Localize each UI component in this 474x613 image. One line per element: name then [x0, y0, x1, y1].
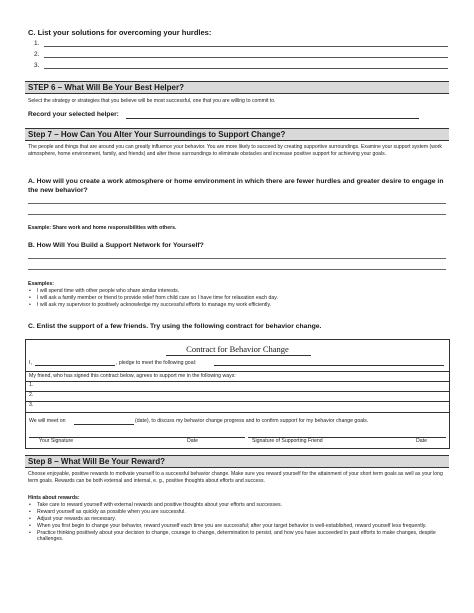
hint-item: • Adjust your rewards as necessary.	[37, 516, 446, 523]
pledge-prefix: I,	[29, 360, 32, 366]
question-a: A. How will you create a work atmosphere or home environment in which there are fewer hurdles and greater desire to engage in the new behavior?	[28, 178, 444, 194]
support-item-1[interactable]: 1.	[29, 382, 34, 388]
record-helper-line[interactable]	[126, 118, 419, 119]
example-item: • I will ask a family member or friend to provide relief from child care so I have time for relaxation each day.	[37, 295, 446, 302]
step7-header	[25, 128, 449, 141]
hint-item: • Take care to reward yourself with external rewards and positive thoughts about your efforts and successes.	[37, 502, 446, 509]
meet-date-line[interactable]	[74, 424, 134, 425]
friend-date-label: Date	[416, 438, 427, 444]
your-signature-label: Your Signature	[39, 438, 74, 444]
hint-item: • Practice thinking positively about your decision to change, courage to change, determination to persist, and how you have succeeded in past efforts to make changes, despite challenges.	[37, 530, 446, 544]
hint-item: • Reward yourself as quickly as possible when you are successful.	[37, 509, 446, 516]
step7-title: Step 7 – How Can You Alter Your Surroundings to Support Change?	[28, 130, 286, 139]
answer-b-line-2[interactable]	[28, 269, 446, 270]
your-date-label: Date	[187, 438, 198, 444]
solution-line-3[interactable]: 3.	[34, 62, 448, 69]
examples-b	[28, 281, 446, 309]
step8-header	[25, 455, 449, 468]
step8-title: Step 8 – What Will Be Your Reward?	[28, 457, 165, 466]
answer-a-line-1[interactable]	[28, 203, 446, 204]
meet-prefix: We will meet on	[29, 418, 66, 424]
question-b: B. How Will You Build a Support Network for Yourself?	[28, 242, 204, 249]
solution-line-1[interactable]: 1.	[34, 40, 448, 47]
behavior-contract	[25, 339, 450, 449]
reward-hints	[28, 495, 446, 543]
pledge-name-line[interactable]	[35, 365, 115, 366]
pledge-goal-line[interactable]	[214, 365, 444, 366]
pledge-text: , pledge to meet the following goal:	[116, 360, 197, 366]
step8-intro: Choose enjoyable, positive rewards to motivate yourself to a successful behavior change. Make sure you reward yourself for the attainment of your short term goals as well as your long term goals. Rewards can be both external and internal, e. g., positive thoughts about efforts and success.	[28, 471, 443, 485]
examples-label: Examples:	[28, 281, 54, 287]
hints-label: Hints about rewards:	[28, 495, 80, 501]
step6-title: STEP 6 – What Will Be Your Best Helper?	[28, 83, 184, 92]
solution-line-2[interactable]: 2.	[34, 51, 448, 58]
question-c: C. Enlist the support of a few friends. Try using the following contract for behavior change.	[28, 323, 322, 330]
example-a: Example: Share work and home responsibilities with others.	[28, 225, 177, 231]
step6-header	[25, 81, 449, 94]
record-helper-label: Record your selected helper:	[28, 111, 119, 118]
friend-signature-label: Signature of Supporting Friend	[252, 438, 323, 444]
section-c-title: C. List your solutions for overcoming your hurdles:	[28, 28, 212, 37]
support-item-3[interactable]: 3.	[29, 402, 34, 408]
friend-support-text: My friend, who has signed this contract below, agrees to support me in the following ways:	[29, 373, 236, 379]
step7-intro: The people and things that are around you can greatly influence your behavior. You are more likely to succeed by creating supportive surroundings. Examine your support system (work atmosphere, home environment, family, and friends) and alter these surroundings to eliminate obstacles and increase positive support for achieving your goals.	[28, 144, 442, 158]
step6-instruction: Select the strategy or strategies that you believe will be most successful, one that you are willing to commit to.	[28, 98, 276, 104]
contract-title: Contract for Behavior Change	[186, 344, 289, 354]
support-item-2[interactable]: 2.	[29, 392, 34, 398]
example-item: • I will ask my supervisor to positively acknowledge my successful efforts to manage my work efficiently.	[37, 302, 446, 309]
example-item: • I will spend time with other people who share similar interests.	[37, 288, 446, 295]
hint-item: • When you first begin to change your behavior, reward yourself each time you are successful; after your target behavior is well-established, reward yourself less frequently.	[37, 523, 446, 530]
answer-a-line-2[interactable]	[28, 214, 446, 215]
meet-text: (date), to discuss my behavior change progress and to confirm support for my behavior change goals.	[135, 418, 369, 424]
answer-b-line-1[interactable]	[28, 258, 446, 259]
